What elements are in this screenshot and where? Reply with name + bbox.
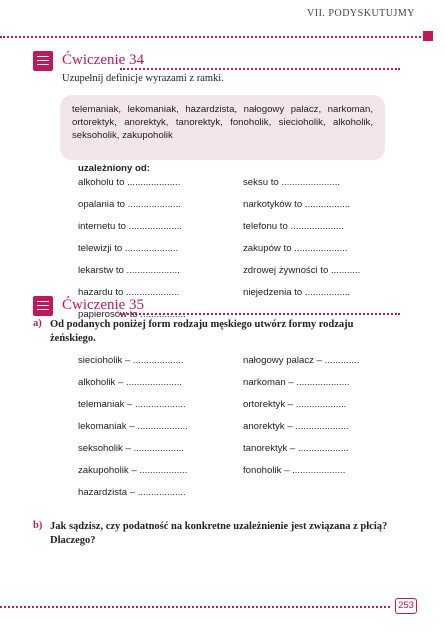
definition-right-3[interactable]: telefonu to .................... bbox=[243, 221, 344, 232]
definition-right-1[interactable]: seksu to ...................... bbox=[243, 177, 341, 188]
definition-right-4[interactable]: zakupów to .................... bbox=[243, 243, 348, 254]
form-left-4[interactable]: lekomaniak – ................... bbox=[78, 421, 188, 432]
definition-right-2[interactable]: narkotyków to ................. bbox=[243, 199, 351, 210]
definition-left-4[interactable]: telewizji to .................... bbox=[78, 243, 179, 254]
definition-left-3[interactable]: internetu to .................... bbox=[78, 221, 182, 232]
form-left-2[interactable]: alkoholik – ..................... bbox=[78, 377, 182, 388]
part-b-question: Jak sądzisz, czy podatność na konkretne uzależnienie jest związana z płcią? Dlaczego? bbox=[50, 521, 388, 546]
exercise-34-icon bbox=[33, 51, 53, 71]
definition-right-5[interactable]: zdrowej żywności to ........... bbox=[243, 265, 361, 276]
form-left-3[interactable]: telemaniak – ................... bbox=[78, 399, 186, 410]
part-a-label: a) bbox=[33, 318, 42, 329]
form-right-5[interactable]: tanorektyk – ................... bbox=[243, 443, 349, 454]
section-header: VII. PODYSKUTUJMY bbox=[307, 8, 415, 19]
form-left-6[interactable]: zakupoholik – .................. bbox=[78, 465, 188, 476]
definitions-heading: uzależniony od: bbox=[78, 163, 150, 174]
definition-left-6[interactable]: hazardu to .................... bbox=[78, 287, 180, 298]
exercise-34-title: Ćwiczenie 34 bbox=[62, 52, 145, 68]
form-right-1[interactable]: nałogowy palacz – ............. bbox=[243, 355, 360, 366]
form-right-4[interactable]: anorektyk – .................... bbox=[243, 421, 349, 432]
form-right-2[interactable]: narkoman – .................... bbox=[243, 377, 350, 388]
exercise-35-icon bbox=[33, 296, 53, 316]
part-b-label: b) bbox=[33, 520, 43, 531]
exercise-34-instruction: Uzupełnij definicje wyrazami z ramki. bbox=[62, 73, 224, 84]
definition-left-7[interactable]: papierosów to ................. bbox=[78, 309, 186, 320]
form-right-6[interactable]: fonoholik – .................... bbox=[243, 465, 346, 476]
form-right-3[interactable]: ortorektyk – ................... bbox=[243, 399, 347, 410]
exercise-34-title-rule bbox=[120, 68, 400, 70]
definition-left-5[interactable]: lekarstw to .................... bbox=[78, 265, 180, 276]
definition-left-1[interactable]: alkoholu to .................... bbox=[78, 177, 181, 188]
part-a-instruction: Od podanych poniżej form rodzaju męskiego utwórz formy rodzaju żeńskiego. bbox=[50, 319, 354, 344]
form-left-5[interactable]: seksoholik – ................... bbox=[78, 443, 185, 454]
top-dotted-rule bbox=[0, 36, 425, 38]
word-box: telemaniak, lekomaniak, hazardzista, nałogowy palacz, narkoman, ortorektyk, anorektyk, tanorektyk, fonoholik, siecioholik, alkoholik, seksoholik, zakupoholik bbox=[60, 95, 385, 160]
page-number: 253 bbox=[395, 598, 417, 614]
exercise-35-title-rule bbox=[120, 313, 400, 315]
bottom-dotted-rule bbox=[0, 606, 390, 608]
form-left-1[interactable]: siecioholik – ................... bbox=[78, 355, 184, 366]
exercise-35-title: Ćwiczenie 35 bbox=[62, 297, 145, 313]
top-corner-square bbox=[423, 31, 433, 41]
form-left-7[interactable]: hazardzista – .................. bbox=[78, 487, 186, 498]
definition-left-2[interactable]: opalania to .................... bbox=[78, 199, 181, 210]
definition-right-6[interactable]: niejedzenia to ................. bbox=[243, 287, 351, 298]
